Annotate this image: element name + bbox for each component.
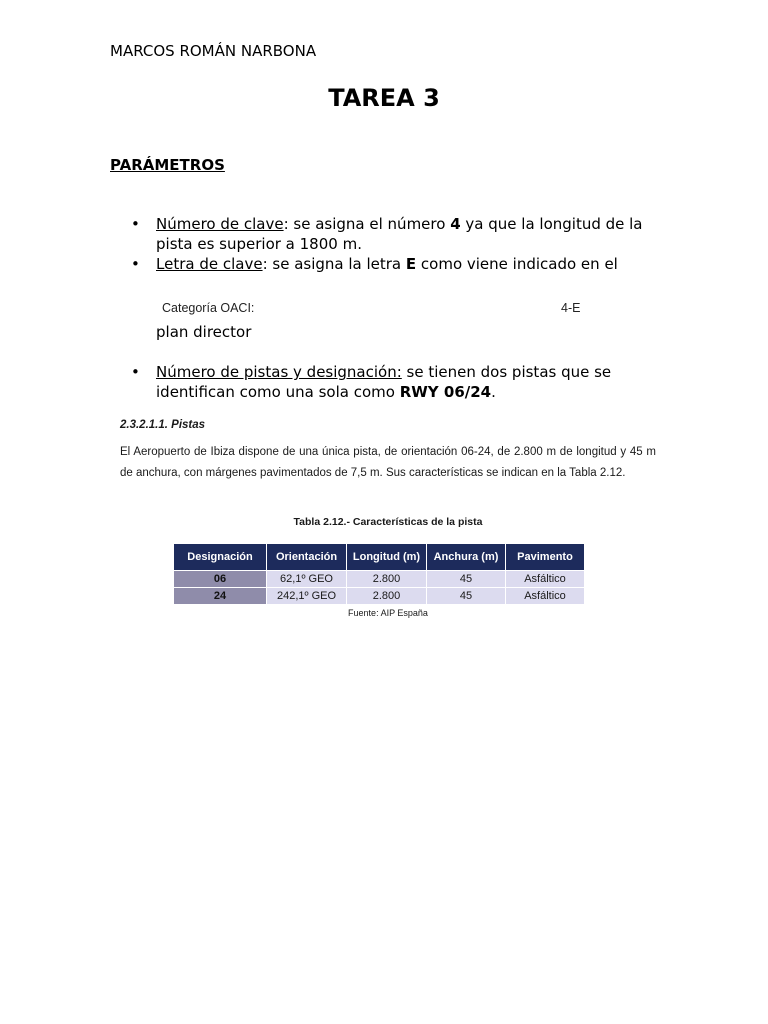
table-cell: 242,1º GEO (267, 588, 347, 605)
item-bold: E (405, 255, 417, 273)
item-label: Número de clave (156, 215, 284, 233)
item-label: Número de pistas y designación: (156, 363, 402, 381)
item-text: como viene indicado en el (416, 255, 618, 273)
column-header: Orientación (267, 544, 347, 571)
runway-table (173, 543, 585, 605)
item-text: ya que la longitud de la pista es superior a 1800 m. (156, 215, 643, 253)
table-cell: 24 (174, 588, 267, 605)
column-header: Anchura (m) (427, 544, 506, 571)
item-bold: 4 (450, 215, 461, 233)
table-header-row (174, 544, 585, 571)
table-caption: Tabla 2.12.- Características de la pista (293, 516, 483, 528)
author-name: MARCOS ROMÁN NARBONA (110, 42, 317, 60)
table-cell: 45 (427, 571, 506, 588)
table-cell: 45 (427, 588, 506, 605)
bullet-list-2 (110, 362, 670, 402)
bullet-icon: • (131, 215, 140, 233)
bullet-list-1 (110, 214, 670, 274)
list-item-runways (110, 362, 670, 402)
table-cell: Asfáltico (506, 588, 585, 605)
list-item-clave-letter (110, 254, 670, 274)
category-image (158, 296, 628, 322)
item-text: . (491, 383, 496, 401)
table-cell: 62,1º GEO (267, 571, 347, 588)
category-value: 4-E (561, 301, 581, 315)
table-row (174, 588, 585, 605)
plan-director-text: plan director (156, 323, 252, 341)
item-bold: RWY 06/24 (399, 383, 492, 401)
bullet-icon: • (131, 363, 140, 381)
item-text: se tienen dos pistas que se identifican como una sola como (156, 363, 612, 401)
bullet-icon: • (131, 255, 140, 273)
aip-paragraph: El Aeropuerto de Ibiza dispone de una única pista, de orientación 06-24, de 2.800 m de longitud y 45 m de anchura, con márgenes pavimentados de 7,5 m. Sus características se indican en la Tabla 2.12. (120, 446, 656, 479)
column-header: Longitud (m) (347, 544, 427, 571)
aip-heading: 2.3.2.1.1. Pistas (120, 419, 206, 431)
category-label: Categoría OACI: (162, 301, 255, 315)
table-cell: 2.800 (347, 588, 427, 605)
aip-excerpt-image (118, 416, 658, 626)
section-heading: PARÁMETROS (110, 156, 225, 174)
item-text: : se asigna el número (283, 215, 451, 233)
table-source: Fuente: AIP España (348, 608, 428, 618)
item-text: : se asigna la letra (262, 255, 406, 273)
page-title: TAREA 3 (328, 84, 440, 112)
table-cell: Asfáltico (506, 571, 585, 588)
table-row (174, 571, 585, 588)
table-cell: 06 (174, 571, 267, 588)
list-item-clave-number (110, 214, 670, 254)
column-header: Pavimento (506, 544, 585, 571)
table-cell: 2.800 (347, 571, 427, 588)
column-header: Designación (174, 544, 267, 571)
item-label: Letra de clave (156, 255, 263, 273)
